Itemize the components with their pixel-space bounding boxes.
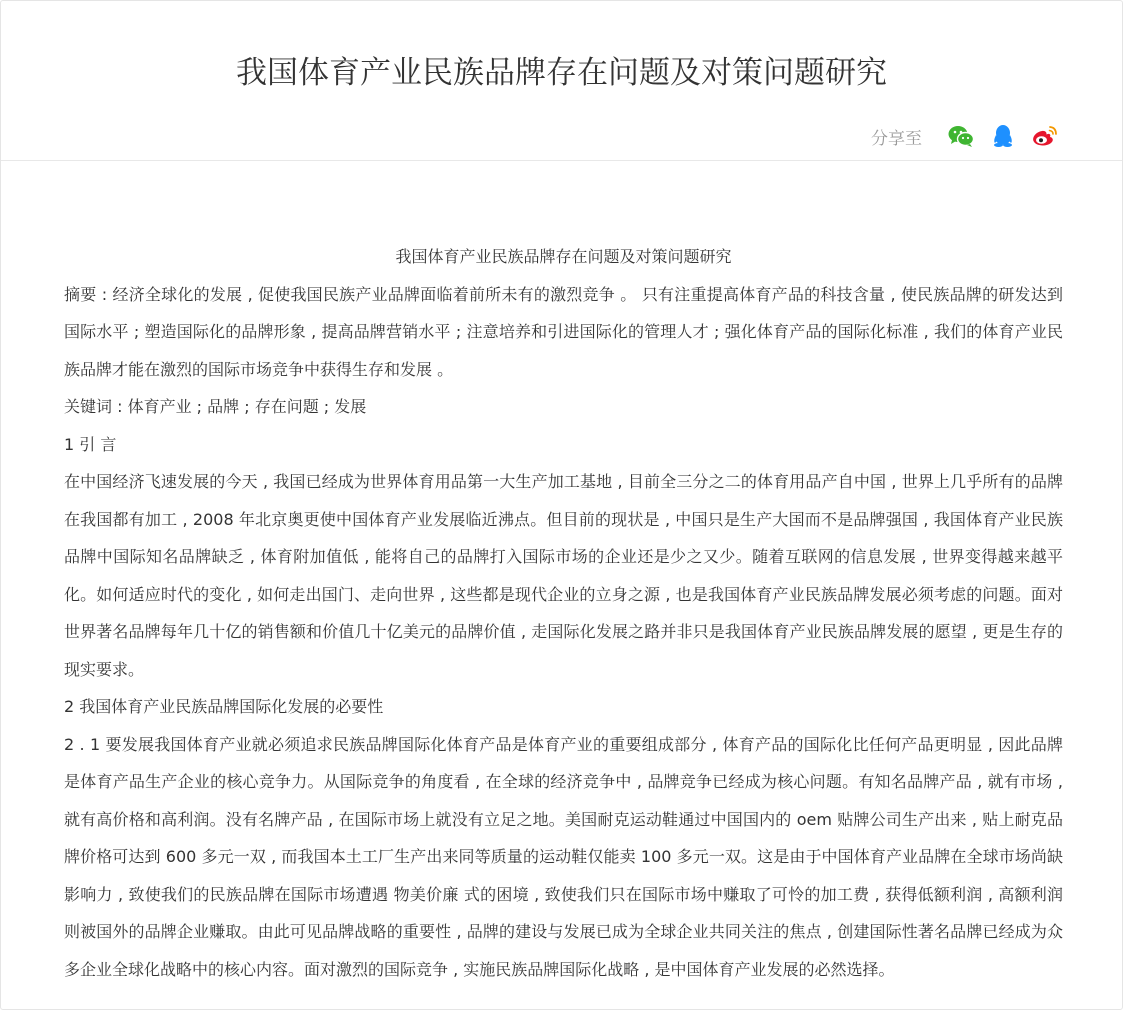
keywords-paragraph: 关键词 : 体育产业 ; 品牌 ; 存在问题 ; 发展 [64, 397, 367, 416]
article-doc-title: 我国体育产业民族品牌存在问题及对策问题研究 [395, 247, 732, 266]
article-body [64, 238, 1063, 988]
share-label: 分享至 [871, 128, 922, 149]
share-bar [871, 121, 1060, 151]
page-title: 我国体育产业民族品牌存在问题及对策问题研究 [236, 55, 887, 91]
section-heading: 2 我国体育产业民族品牌国际化发展的必要性 [64, 697, 384, 716]
section-heading: 1 引 言 [64, 434, 117, 454]
body-paragraph: 在中国经济飞速发展的今天 , 我国已经成为世界体育用品第一大生产加工基地 , 目前全三分之二的体育用品产自中国 , 世界上几乎所有的品牌在我国都有加工 , 2008 年北京奥更使中国体育产业发展临近沸点。但目前的现状是 , 中国只是生产大国而不是品牌强国 , 我国体育产业民族品牌中国际知名品牌缺乏 , 体育附加值低 , 能将自己的品牌打入国际市场的企业还是少之又少。随着互联网的信息发展 , 世界变得越来越平化。如何适应时代的变化 , 如何走出国门、走向世界 , 这些都是现代企业的立身之源 , 也是我国体育产业民族品牌发展必须考虑的问题。面对世界著名品牌每年几十亿的销售额和价值几十亿美元的品牌价值 , 走国际化发展之路并非只是我国体育产业民族品牌发展的愿望 , 更是生存的现实要求。 [64, 472, 1063, 679]
article-header [1, 1, 1122, 161]
abstract-paragraph: 摘要 : 经济全球化的发展 , 促使我国民族产业品牌面临着前所未有的激烈竞争 。 只有注重提高体育产品的科技含量 , 使民族品牌的研发达到国际水平 ; 塑造国际化的品牌形象 , 提高品牌营销水平 ; 注意培养和引进国际化的管理人才 ; 强化体育产品的国际化标准 , 我们的体育产业民族品牌才能在激烈的国际市场竞争中获得生存和发展 。 [64, 284, 1063, 379]
wechat-icon[interactable] [946, 121, 976, 151]
body-paragraph: 2 . 1 要发展我国体育产业就必须追求民族品牌国际化体育产品是体育产业的重要组成部分 , 体育产品的国际化比任何产品更明显 , 因此品牌是体育产品生产企业的核心竞争力。从国际竞争的角度看 , 在全球的经济竞争中 , 品牌竞争已经成为核心问题。有知名品牌产品 , 就有市场 , 就有高价格和高利润。没有名牌产品 , 在国际市场上就没有立足之地。美国耐克运动鞋通过中国国内的 oem 贴牌公司生产出来 , 贴上耐克品牌价格可达到 600 多元一双 , 而我国本土工厂生产出来同等质量的运动鞋仅能卖 100 多元一双。这是由于中国体育产业品牌在全球市场尚缺影响力 , 致使我们的民族品牌在国际市场遭遇 物美价廉 式的困境 , 致使我们只在国际市场中赚取了可怜的加工费 , 获得低额利润 , 高额利润则被国外的品牌企业赚取。由此可见品牌战略的重要性 , 品牌的建设与发展已成为全球企业共同关注的焦点 , 创建国际性著名品牌已经成为众多企业全球化战略中的核心内容。面对激烈的国际竞争 , 实施民族品牌国际化战略 , 是中国体育产业发展的必然选择。 [64, 734, 1063, 979]
weibo-icon[interactable] [1030, 121, 1060, 151]
qq-icon[interactable] [988, 121, 1018, 151]
